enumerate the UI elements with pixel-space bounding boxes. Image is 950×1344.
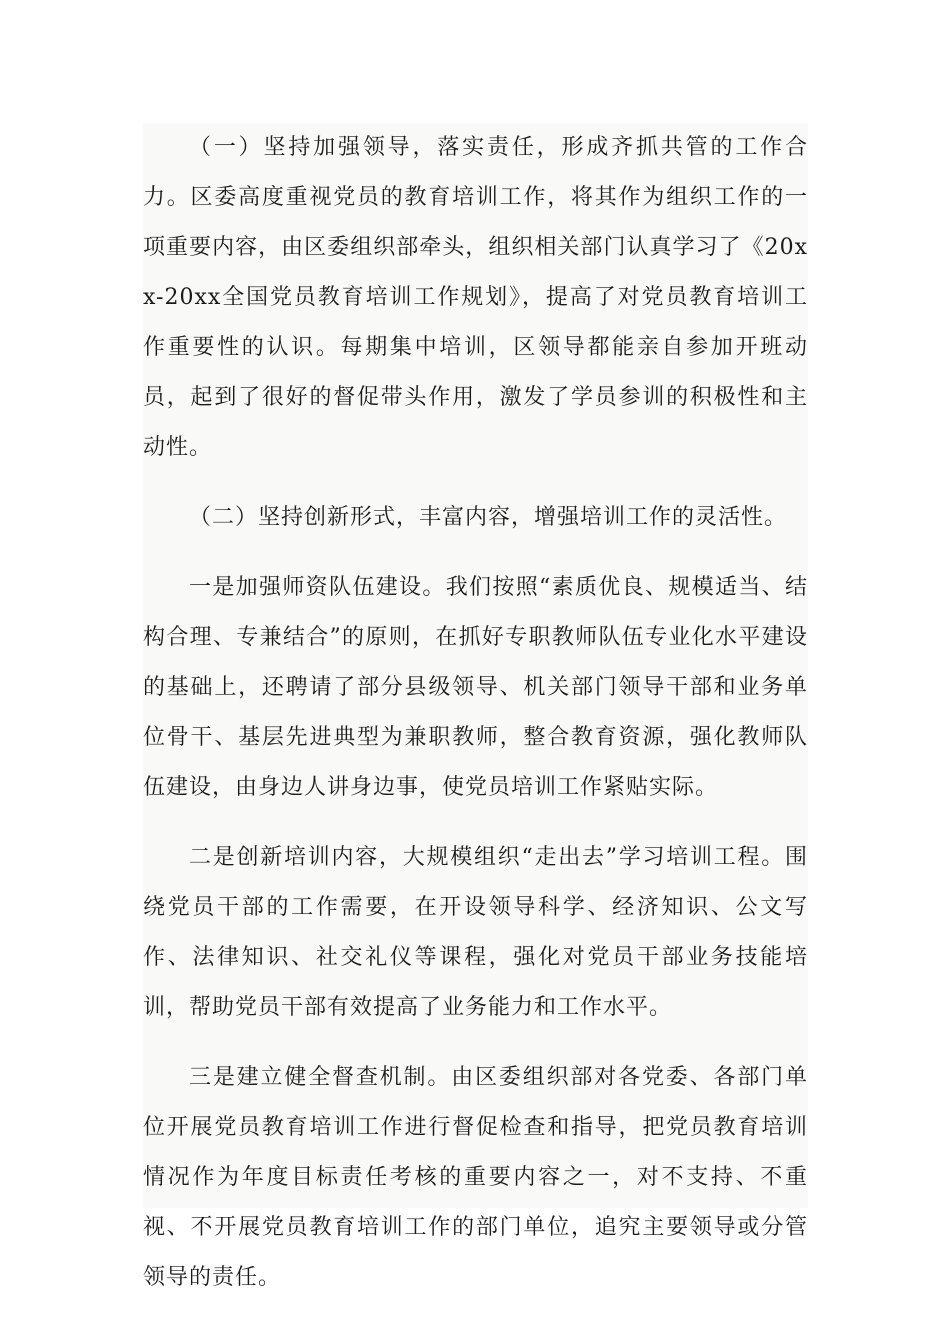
paragraph-4-training-content: 二是创新培训内容，大规模组织“走出去”学习培训工程。围绕党员干部的工作需要，在开设领导科学、经济知识、公文写作、法律知识、社交礼仪等课程，强化对党员干部业务技能培训，帮助党员干部有效提高了业务能力和工作水平。	[143, 845, 808, 1020]
paragraph-gap	[143, 1033, 808, 1053]
paragraph-gap	[143, 473, 808, 493]
paragraph-gap	[143, 813, 808, 833]
document-body	[143, 123, 808, 1290]
paragraph-3-teacher-team: 一是加强师资队伍建设。我们按照“素质优良、规模适当、结构合理、专兼结合”的原则，在抓好专职教师队伍专业化水平建设的基础上，还聘请了部分县级领导、机关部门领导干部和业务单位骨干、基层先进典型为兼职教师，整合教育资源，强化教师队伍建设，由身边人讲身边事，使党员培训工作紧贴实际。	[143, 575, 808, 800]
paragraph-2-innovation-heading: （二）坚持创新形式，丰富内容，增强培训工作的灵活性。	[189, 505, 788, 530]
paragraph-5-supervision: 三是建立健全督查机制。由区委组织部对各党委、各部门单位开展党员教育培训工作进行督促检查和指导，把党员教育培训情况作为年度目标责任考核的重要内容之一，对不支持、不重视、不开展党员教育培训工作的部门单位，追究主要领导或分管领导的责任。	[143, 1065, 808, 1290]
paragraph-gap	[143, 543, 808, 563]
paragraph-1-leadership: （一）坚持加强领导，落实责任，形成齐抓共管的工作合力。区委高度重视党员的教育培训工作，将其作为组织工作的一项重要内容，由区委组织部牵头，组织相关部门认真学习了《20xx-20xx全国党员教育培训工作规划》，提高了对党员教育培训工作重要性的认识。每期集中培训，区领导都能亲自参加开班动员，起到了很好的督促带头作用，激发了学员参训的积极性和主动性。	[143, 135, 808, 460]
